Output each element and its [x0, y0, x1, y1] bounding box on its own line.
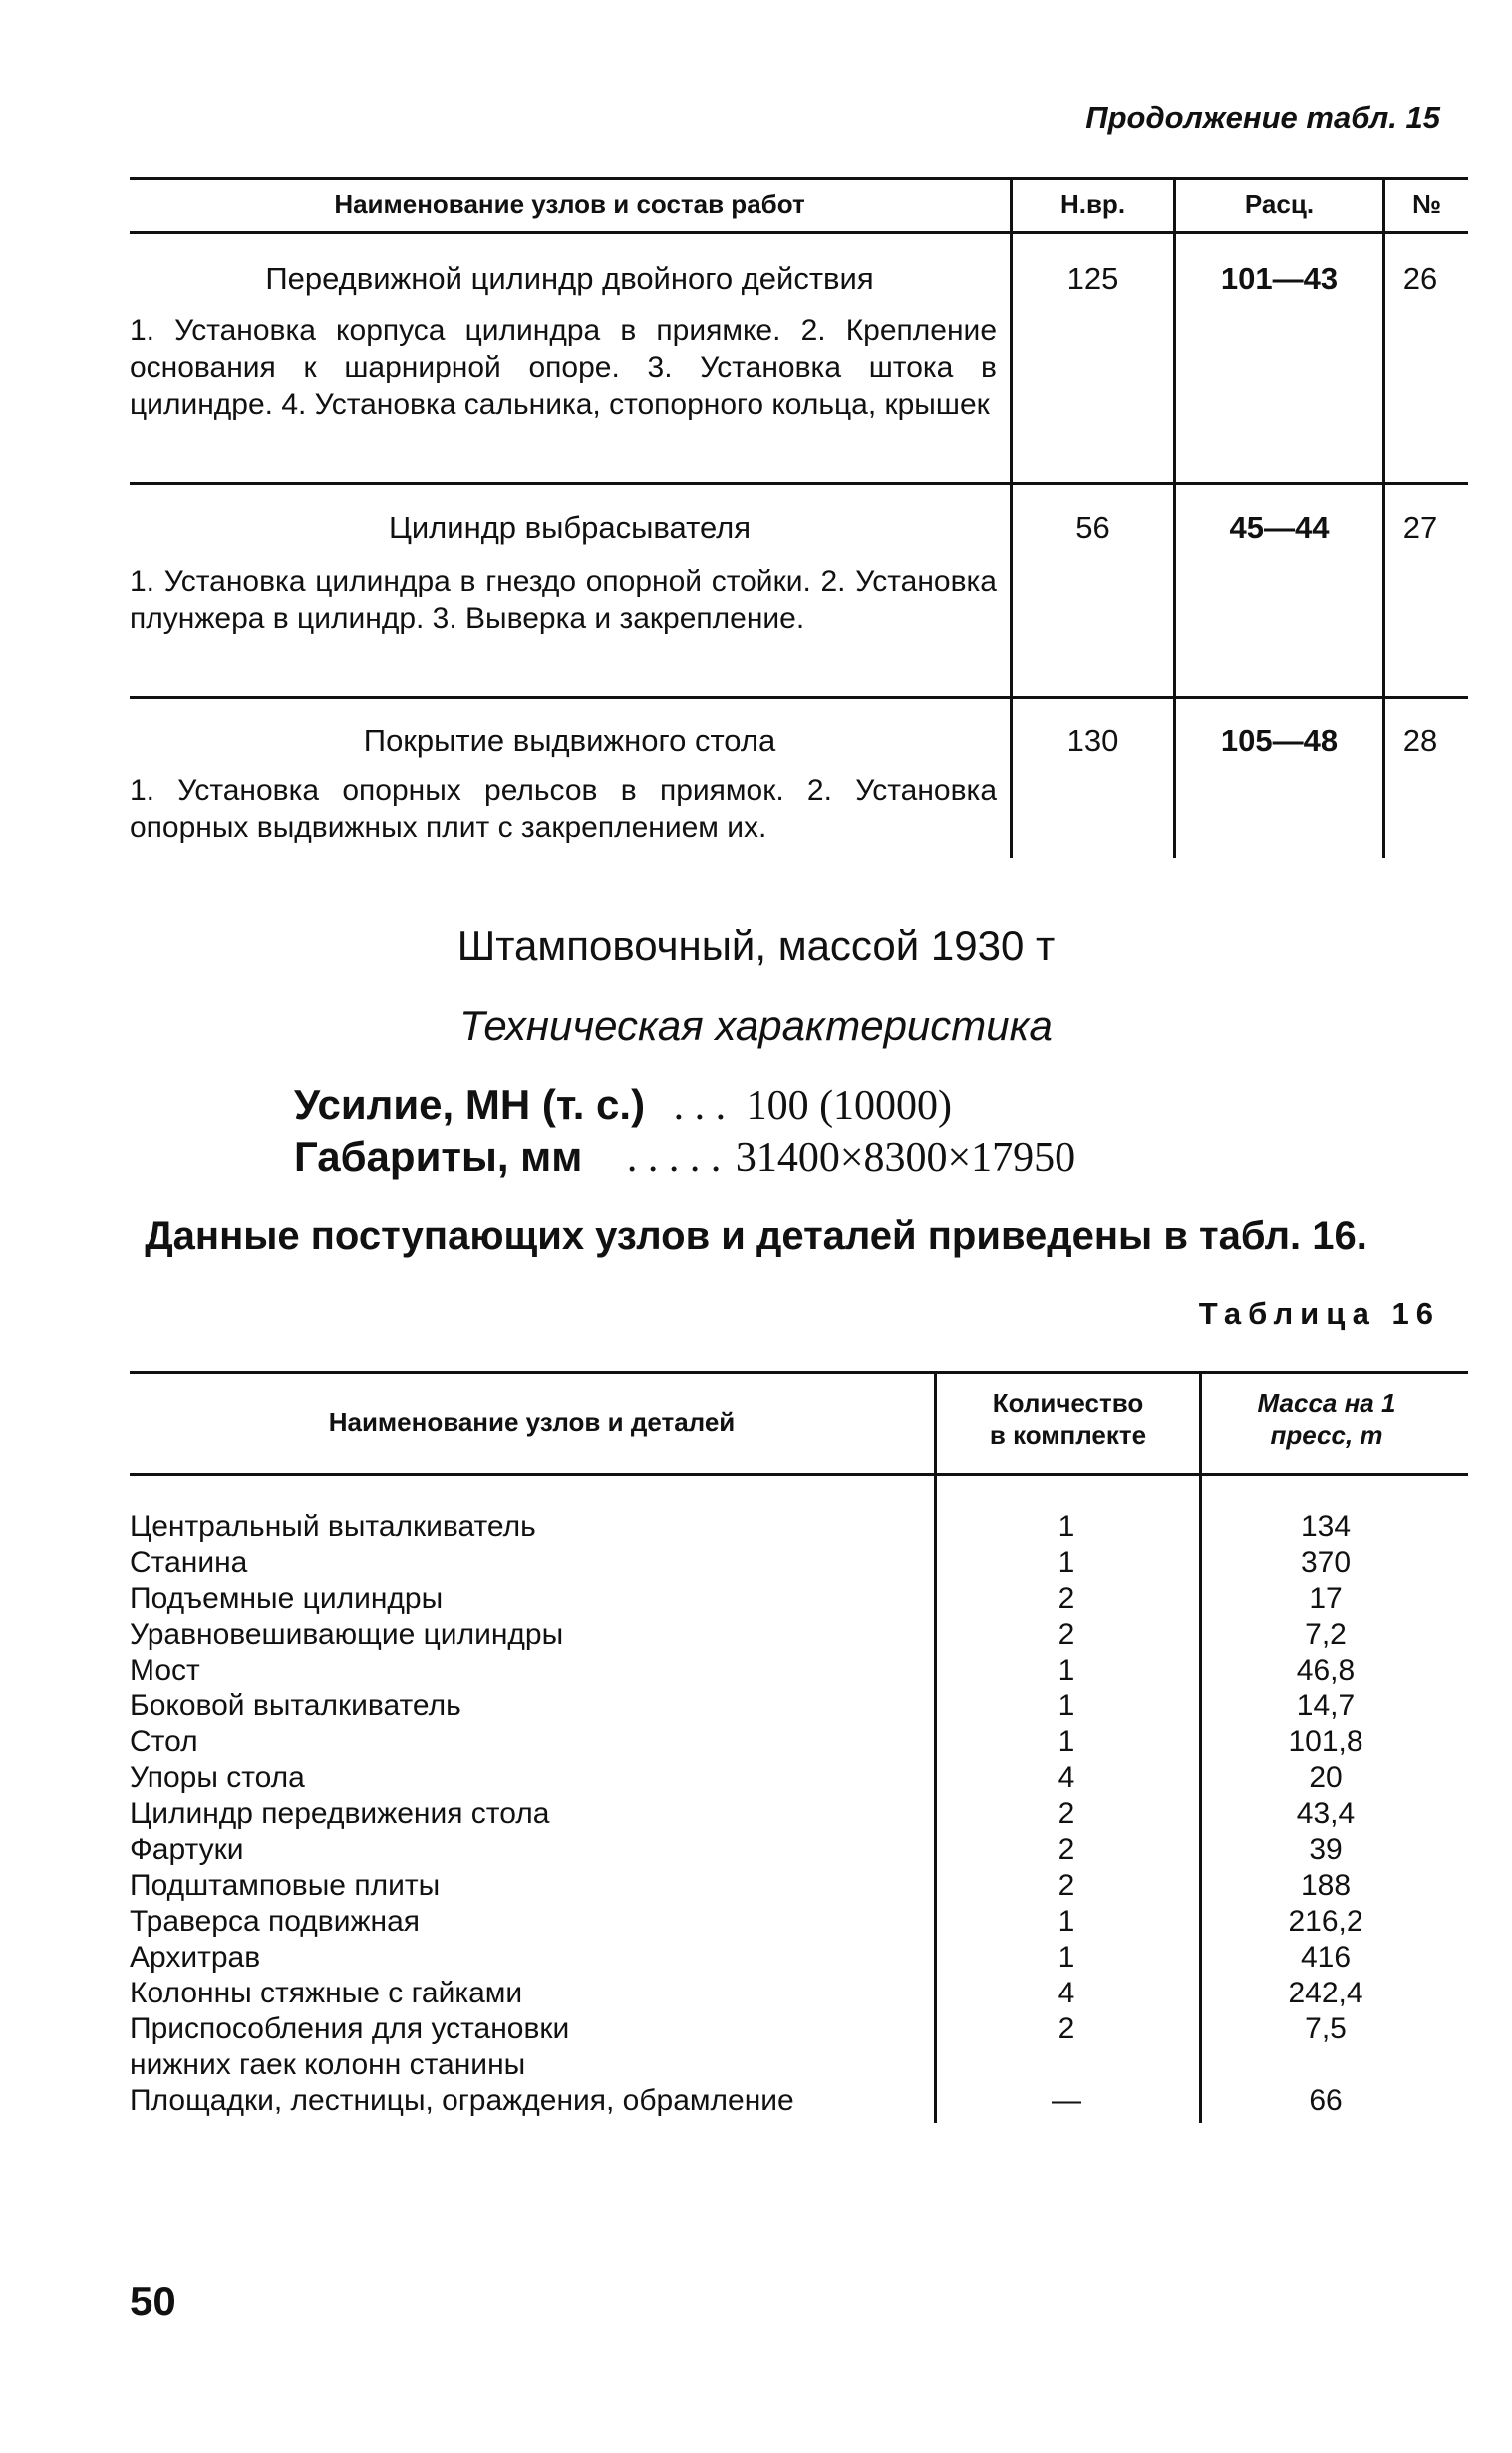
header-bottom-rule: [130, 1473, 1468, 1476]
page-number: 50: [130, 2278, 176, 2324]
header-norm: Н.вр.: [1059, 189, 1126, 219]
item-name: Упоры стола: [130, 1761, 305, 1794]
spec-dimensions: [294, 1133, 1075, 1182]
item-mass: 416: [1300, 1941, 1352, 1974]
header-qty: [937, 1387, 1199, 1451]
item-qty: 2: [1058, 1869, 1075, 1902]
item-qty: 4: [1058, 1977, 1075, 2009]
item-name: Приспособления для установки: [130, 2012, 570, 2045]
note-text: Данные поступающих узлов и деталей приведены в табл. 16.: [145, 1214, 1367, 1258]
row-norm: 125: [1066, 261, 1119, 296]
item-qty: 4: [1058, 1761, 1075, 1794]
item-qty: 2: [1058, 1618, 1075, 1651]
header-mass-line1: Масса на 1: [1257, 1388, 1396, 1418]
spec-label: Усилие, МН (т. с.): [294, 1081, 646, 1128]
item-mass: 188: [1300, 1869, 1352, 1902]
header-name: Наименование узлов и деталей: [328, 1407, 736, 1437]
header-bottom-rule: [130, 231, 1468, 234]
header-no: №: [1412, 189, 1441, 219]
item-name: Станина: [130, 1546, 248, 1579]
item-mass: 7,5: [1305, 2012, 1347, 2045]
table-row: [0, 1977, 1512, 2012]
continuation-caption: Продолжение табл. 15: [1085, 100, 1440, 135]
item-mass: 17: [1309, 1582, 1343, 1615]
item-mass: 20: [1309, 1761, 1343, 1794]
table-row: [0, 1618, 1512, 1654]
item-mass: 46,8: [1296, 1654, 1356, 1686]
table-row: [0, 2012, 1512, 2048]
row-norm: 56: [1075, 510, 1110, 545]
item-name: Фартуки: [130, 1833, 244, 1866]
item-qty: 1: [1058, 1510, 1075, 1543]
spec-value: 100 (10000): [746, 1083, 953, 1129]
row-no: 28: [1402, 723, 1438, 758]
item-qty: 2: [1058, 1582, 1075, 1615]
row-rate: 105—48: [1220, 723, 1339, 758]
item-mass: 39: [1309, 1833, 1343, 1866]
item-name: Архитрав: [130, 1941, 261, 1974]
item-name: нижних гаек колонн станины: [130, 2048, 526, 2081]
spec-dots: . . .: [673, 1083, 727, 1129]
row-separator: [130, 482, 1468, 485]
table-row: [0, 1869, 1512, 1905]
item-name: Подштамповые плиты: [130, 1869, 441, 1902]
table-16-caption: Таблица 16: [1198, 1296, 1440, 1331]
item-qty: —: [1052, 2084, 1081, 2117]
item-qty: 2: [1058, 1797, 1075, 1830]
header-name: Наименование узлов и состав работ: [334, 189, 805, 219]
table-row: [0, 1941, 1512, 1977]
header-mass: [1202, 1387, 1451, 1451]
item-qty: 1: [1058, 1941, 1075, 1974]
spec-value: 31400×8300×17950: [735, 1135, 1076, 1181]
spec-dots: . . . . .: [626, 1135, 722, 1181]
row-no: 26: [1402, 261, 1438, 296]
header-mass-line2: пресс, т: [1270, 1420, 1383, 1450]
press-heading: Штамповочный, массой 1930 т: [456, 922, 1056, 969]
table-row: [0, 1510, 1512, 1546]
item-name: Цилиндр передвижения стола: [130, 1797, 550, 1830]
table-row: [0, 2048, 1512, 2084]
row-rate: 101—43: [1220, 261, 1339, 296]
item-mass: 43,4: [1296, 1797, 1356, 1830]
item-mass: 242,4: [1288, 1977, 1363, 2009]
table-row: [0, 1546, 1512, 1582]
item-name: Траверса подвижная: [130, 1905, 421, 1938]
row-no: 27: [1402, 510, 1438, 545]
item-qty: 1: [1058, 1689, 1075, 1722]
item-qty: 2: [1058, 1833, 1075, 1866]
header-rate: Расц.: [1244, 189, 1315, 219]
header-qty-line1: Количество: [992, 1388, 1144, 1418]
table-row: [0, 1582, 1512, 1618]
item-mass: 370: [1300, 1546, 1352, 1579]
item-mass: 134: [1300, 1510, 1352, 1543]
item-mass: 14,7: [1296, 1689, 1356, 1722]
item-qty: 1: [1058, 1905, 1075, 1938]
table-row: [0, 1689, 1512, 1725]
tech-char-heading: Техническая характеристика: [459, 1002, 1053, 1049]
row-norm: 130: [1066, 723, 1119, 758]
item-qty: 1: [1058, 1654, 1075, 1686]
table-row: [0, 1725, 1512, 1761]
table-row: [0, 1761, 1512, 1797]
item-name: Подъемные цилиндры: [130, 1582, 444, 1615]
item-qty: 1: [1058, 1725, 1075, 1758]
item-qty: 1: [1058, 1546, 1075, 1579]
row-description: 1. Установка цилиндра в гнездо опорной стойки. 2. Установка плунжера в цилиндр. 3. Выверка и закрепление.: [130, 565, 997, 635]
row-title: Передвижной цилиндр двойного действия: [265, 261, 874, 296]
item-mass: 7,2: [1305, 1618, 1347, 1651]
item-name: Центральный выталкиватель: [130, 1510, 536, 1543]
item-name: Боковой выталкиватель: [130, 1689, 461, 1722]
item-mass: 66: [1309, 2084, 1343, 2117]
table-top-rule: [130, 177, 1468, 180]
header-qty-line2: в комплекте: [989, 1420, 1147, 1450]
table-row: [0, 1654, 1512, 1689]
table-row: [0, 2084, 1512, 2120]
item-name: Мост: [130, 1654, 200, 1686]
row-title: Цилиндр выбрасывателя: [388, 510, 752, 545]
row-description: 1. Установка опорных рельсов в приямок. 2. Установка опорных выдвижных плит с закреплением их.: [130, 774, 997, 844]
table-row: [0, 1797, 1512, 1833]
item-name: Площадки, лестницы, ограждения, обрамление: [130, 2084, 794, 2117]
item-name: Колонны стяжные с гайками: [130, 1977, 523, 2009]
spec-label: Габариты, мм: [294, 1133, 583, 1180]
item-name: Стол: [130, 1725, 198, 1758]
item-qty: 2: [1058, 2012, 1075, 2045]
row-rate: 45—44: [1229, 510, 1330, 545]
item-name: Уравновешивающие цилиндры: [130, 1618, 564, 1651]
row-separator: [130, 696, 1468, 699]
item-mass: 216,2: [1288, 1905, 1363, 1938]
table-top-rule: [130, 1371, 1468, 1374]
row-title: Покрытие выдвижного стола: [363, 723, 776, 758]
item-mass: 101,8: [1288, 1725, 1363, 1758]
table-row: [0, 1905, 1512, 1941]
table-row: [0, 1833, 1512, 1869]
row-description: 1. Установка корпуса цилиндра в приямке. 2. Крепление основания к шарнирной опоре. 3. Установка штока в цилиндре. 4. Установка сальника, стопорного кольца, крышек: [130, 314, 997, 421]
spec-force: [294, 1081, 952, 1130]
